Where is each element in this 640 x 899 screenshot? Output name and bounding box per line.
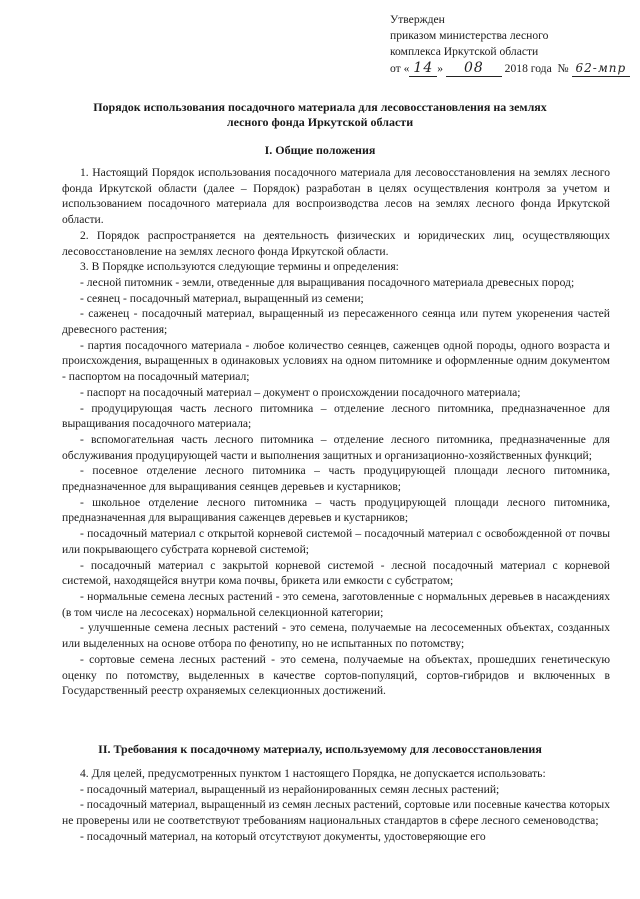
definition-item: - посевное отделение лесного питомника – часть продуцирующей площади лесного питомника, предназначенное для выращивания сеянцев деревьев и кустарников; [62,464,610,494]
definition-item: - сортовые семена лесных растений - это семена, получаемые на объектах, прошедших генетическую оценку по потомству, выделенных в качестве сортов-популяций, сортов-гибридов и включенных в Государственный реестр охраняемых селекционных достижений. [62,652,610,698]
definition-item: - паспорт на посадочный материал – документ о происхождении посадочного материала; [80,385,521,399]
definition-item: - улучшенные семена лесных растений - это семена, получаемые на лесосеменных объектах, созданных или выделенных на основе отбора по фенотипу, но не испытанных по потомству; [62,621,610,651]
definition-item: - нормальные семена лесных растений - это семена, заготовленные с нормальных деревьев в насаждениях (в том числе на лесосеках) нормальной селекционной категории; [62,589,610,619]
definition-item: - посадочный материал с закрытой корневой системой - лесной посадочный материал с корневой системой, находящейся внутри кома почвы, брикета или емкости с субстратом; [62,558,610,588]
definition-item: - продуцирующая часть лесного питомника – отделение лесного питомника, предназначенное для выращивания посадочного материала; [62,401,610,431]
definition-item: - лесной питомник - земли, отведенные для выращивания посадочного материала древесных пород; [80,275,575,289]
approval-line-3: комплекса Иркутской области [390,45,539,58]
section-2-heading: II. Требования к посадочному материалу, используемому для лесовосстановления [98,742,542,756]
date-month-handwritten: 08 [446,60,502,77]
paragraph: 1. Настоящий Порядок использования посадочного материала для лесовосстановления на землях лесного фонда Иркутской области (далее – Порядок) разработан в целях осуществления контроля за учетом и использованием посадочного материала для воспроизводства лесов на землях лесного фонда Иркутской области. [62,166,610,227]
date-year: 2018 года [504,62,552,75]
definition-item: - посадочный материал с открытой корневой системой – посадочный материал с освобожденной от почвы или покрывающего субстрата корневой системой; [62,527,610,556]
section-1-body [62,165,610,699]
title-line-2: лесного фонда Иркутской области [226,115,414,129]
list-item: - посадочный материал, выращенный из нерайонированных семян лесных растений; [80,782,500,796]
number-prefix: № [557,62,569,75]
approval-block [390,12,635,77]
definition-item: - саженец - посадочный материал, выращенный из пересаженного сеянца или путем укоренения частей древесного растения; [62,307,610,337]
approval-line-1: Утвержден [390,13,445,26]
paragraph: 3. В Порядке используются следующие термины и определения: [80,260,399,274]
definition-item: - школьное отделение лесного питомника – часть продуцирующей площади лесного питомника, предназначенная для выращивания саженцев деревьев и кустарников; [62,495,610,525]
approval-line-2: приказом министерства лесного [390,29,549,42]
date-mid: » [437,62,444,75]
date-prefix: от « [390,62,410,75]
date-day-handwritten: 14 [409,60,437,77]
title-line-1: Порядок использования посадочного материала для лесовосстановления на землях [93,100,547,114]
list-item: - посадочный материал, выращенный из семян лесных растений, сортовые или посевные качества которых не проверены или не соответствуют требованиям национальных стандартов в сфере лесного семеноводства; [62,798,610,828]
order-number-handwritten: 62-мпр [572,60,631,77]
list-item: - посадочный материал, на который отсутствуют документы, удостоверяющие его [80,829,486,843]
section-2-body [62,766,610,845]
document-title [60,100,580,130]
definition-item: - сеянец - посадочный материал, выращенный из семени; [80,291,364,305]
definition-item: - вспомогательная часть лесного питомника – отделение лесного питомника, предназначенные для обслуживания продуцирующей части и выполнения защитных и организационно-хозяйственных функций; [62,432,610,462]
paragraph: 2. Порядок распространяется на деятельность физических и юридических лиц, осуществляющих лесовосстановление на землях лесного фонда Иркутской области. [62,228,610,258]
approval-date-line [390,60,635,77]
paragraph: 4. Для целей, предусмотренных пунктом 1 настоящего Порядка, не допускается использовать: [80,767,546,780]
section-1-heading: I. Общие положения [264,143,376,157]
definition-item: - партия посадочного материала - любое количество сеянцев, саженцев одной породы, одного возраста и происхождения, выращенных в одинаковых условиях на одном питомнике и оформленные одним документом - паспортом на посадочный материал; [62,338,610,384]
